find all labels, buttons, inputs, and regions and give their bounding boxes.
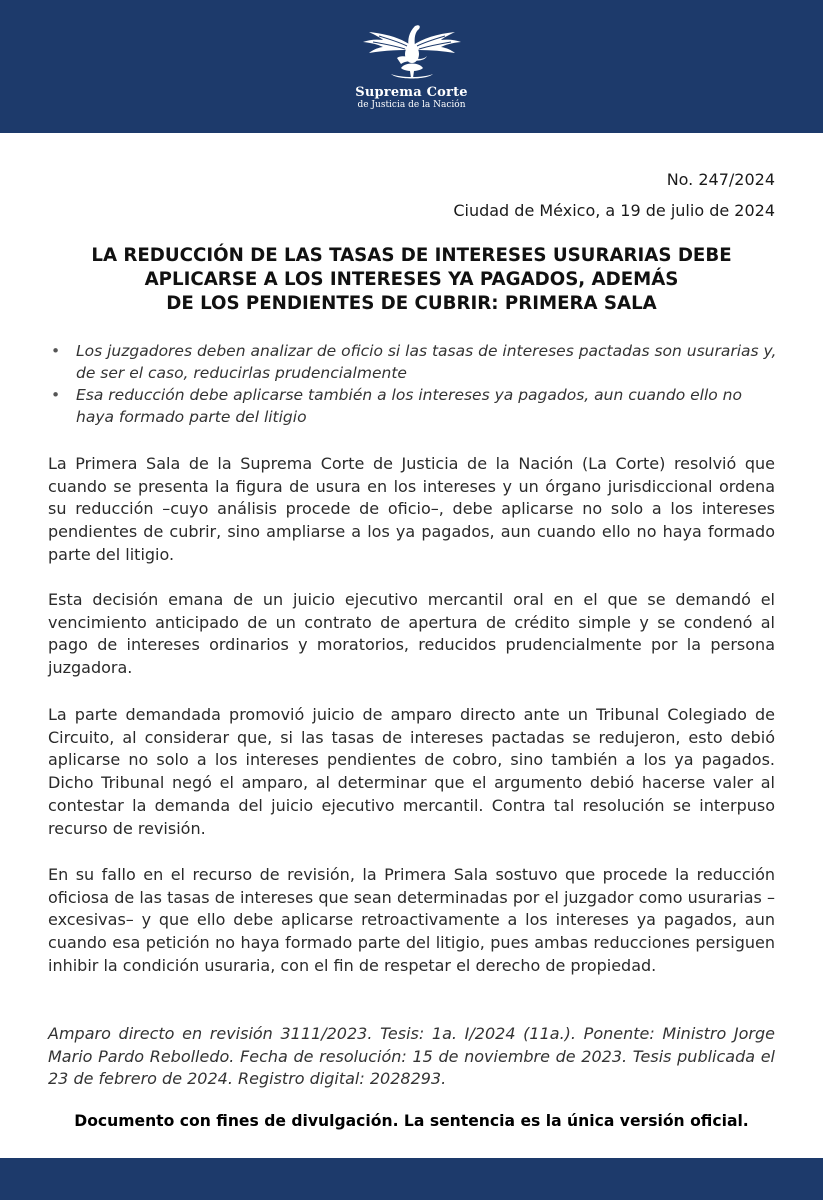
summary-bullet-text: Esa reducción debe aplicarse también a los intereses ya pagados, aun cuando ello no haya formado parte del litigio (76, 386, 742, 426)
body-paragraph: La parte demandada promovió juicio de amparo directo ante un Tribunal Colegiado de Circuito, al considerar que, si las tasas de intereses pactadas se redujeron, esto debió aplicarse no solo a los intereses pendientes de cobro, sino también a los ya pagados. Dicho Tribunal negó el amparo, al determinar que el argumento debió hacerse valer al contestar la demanda del juicio ejecutivo mercantil. Contra tal resolución se interpuso recurso de revisión. (48, 705, 775, 838)
footer-band (0, 1158, 823, 1200)
logo-subtitle: de Justicia de la Nación (357, 100, 466, 110)
headline (60, 244, 763, 316)
headline-line: LA REDUCCIÓN DE LAS TASAS DE INTERESES USURARIAS DEBE (91, 245, 732, 266)
body-paragraph: La Primera Sala de la Suprema Corte de Justicia de la Nación (La Corte) resolvió que cuando se presenta la figura de usura en los intereses y un órgano jurisdiccional ordena su reducción –cuyo análisis procede de oficio–, debe aplicarse no solo a los intereses pendientes de cubrir, sino ampliarse a los ya pagados, aun cuando ello no haya formado parte del litigio. (48, 454, 775, 564)
summary-bullet-text: Los juzgadores deben analizar de oficio si las tasas de intereses pactadas son usurarias y, de ser el caso, reducirlas prudencialmente (76, 342, 777, 382)
bullet-marker: • (51, 386, 61, 404)
disclaimer: Documento con fines de divulgación. La sentencia es la única versión oficial. (74, 1112, 749, 1130)
summary-bullet (48, 384, 778, 428)
bullet-marker: • (51, 342, 61, 360)
eagle-emblem-icon (357, 12, 467, 82)
summary-bullets (48, 340, 778, 428)
headline-line: APLICARSE A LOS INTERESES YA PAGADOS, ADEMÁS (144, 269, 679, 290)
body-paragraph: En su fallo en el recurso de revisión, la Primera Sala sostuvo que procede la reducción oficiosa de las tasas de intereses que sean determinadas por el juzgador como usurarias –excesivas– y que ello debe aplicarse retroactivamente a los intereses ya pagados, aun cuando esa petición no haya formado parte del litigio, pues ambas reducciones persiguen inhibir la condición usuraria, con el fin de respetar el derecho de propiedad. (48, 865, 775, 975)
logo-title: Suprema Corte (355, 85, 468, 100)
press-release-number: No. 247/2024 (666, 170, 775, 189)
summary-bullet (48, 340, 778, 384)
headline-line: DE LOS PENDIENTES DE CUBRIR: PRIMERA SALA (166, 293, 657, 314)
body-paragraph: Esta decisión emana de un juicio ejecutivo mercantil oral en el que se demandó el vencimiento anticipado de un contrato de apertura de crédito simple y se condenó al pago de intereses ordinarios y moratorios, reducidos prudencialmente por la persona juzgadora. (48, 590, 775, 678)
scjn-logo (340, 12, 483, 122)
place-and-date: Ciudad de México, a 19 de julio de 2024 (453, 201, 775, 220)
header-band (0, 0, 823, 133)
case-citation: Amparo directo en revisión 3111/2023. Tesis: 1a. I/2024 (11a.). Ponente: Ministro Jorge Mario Pardo Rebolledo. Fecha de resolución: 15 de noviembre de 2023. Tesis publicada el 23 de febrero de 2024. Registro digital: 2028293. (48, 1024, 775, 1089)
